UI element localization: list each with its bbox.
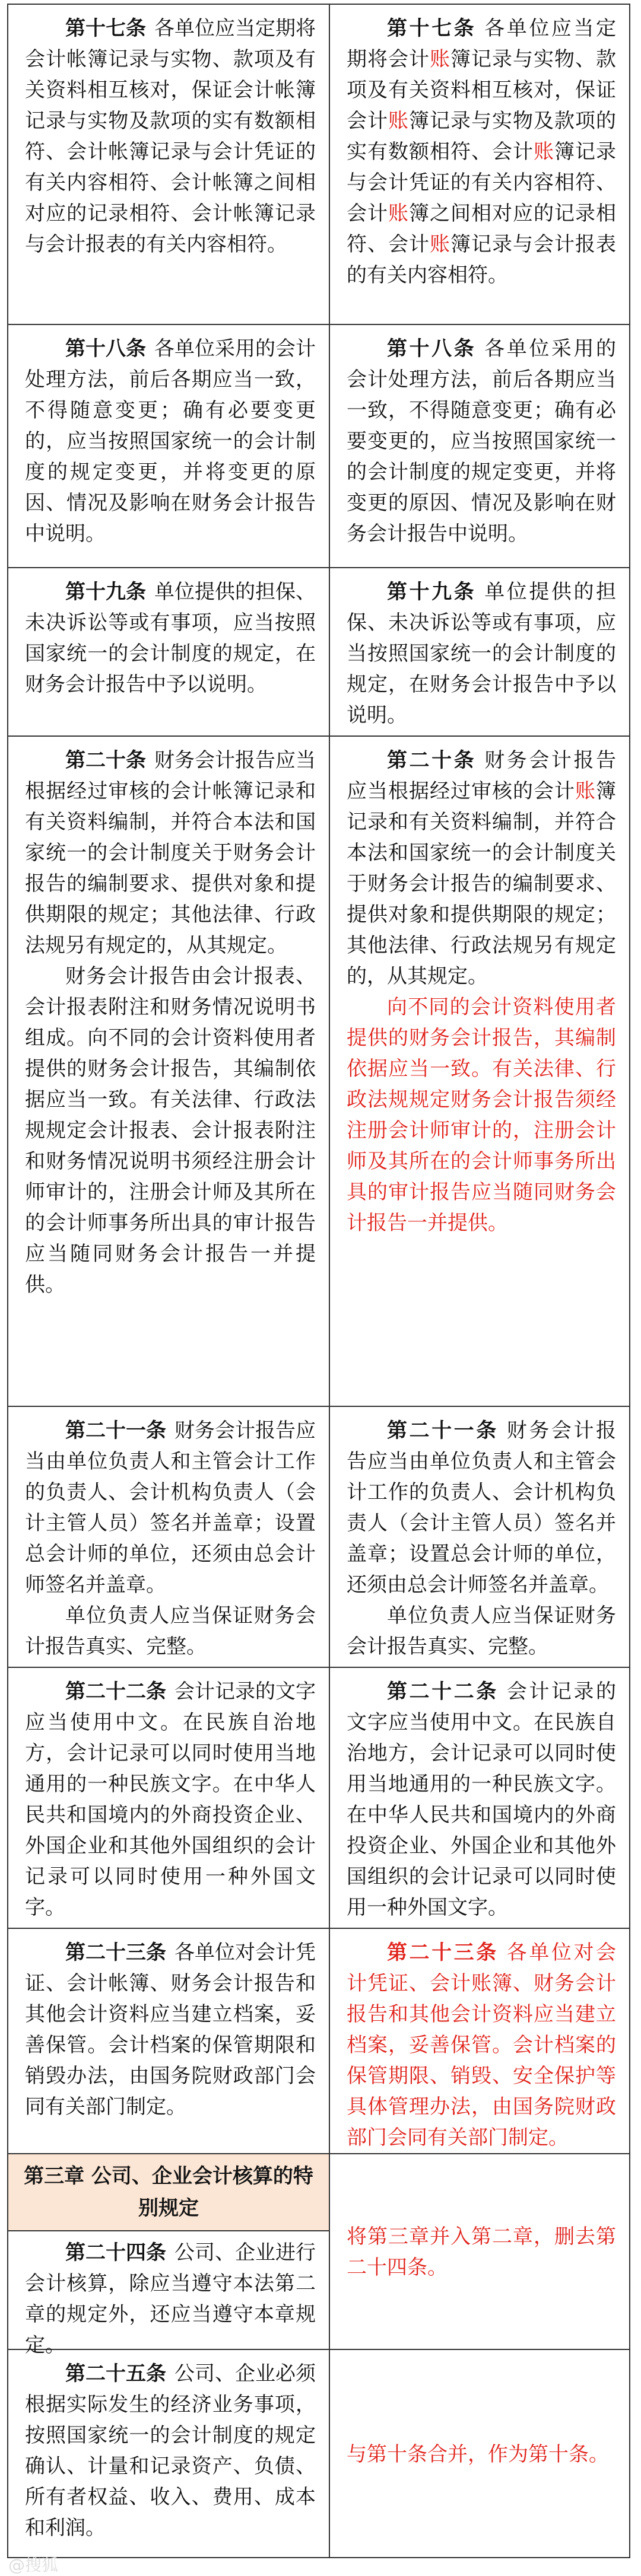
article-paragraph: 单位负责人应当保证财务会计报告真实、完整。 xyxy=(25,1604,316,1658)
article-text: 各单位采用的会计处理方法，前后各期应当一致，不得随意变更；确有必要变更的，应当按照国家统一的会计制度的规定变更，并将变更的原因、情况及影响在财务会计报告中说明。 xyxy=(25,337,316,546)
revised-text-cell xyxy=(330,1668,629,1928)
original-text-cell xyxy=(8,568,330,735)
table-row xyxy=(7,4,630,325)
revised-text-cell: 第二十条 财务会计报告应当根据经过审核的会计账簿记录和有关资料编制，并符合本法和国家统一的会计制度关于财务会计报告的编制要求、提供对象和提供期限的规定；其他法律、行政法规另有规定的，从其规定。 向不同的会计资料使用者提供的财务会计报告，其编制依据应当一致。有关法律、行政法规规定财务会计报告须经注册会计师审计的，注册会计师及其所在的会计师事务所出具的审计报告应当随同财务会计报告一并提供。 xyxy=(330,737,629,1406)
original-text-cell xyxy=(8,737,330,1406)
comparison-table xyxy=(7,4,630,2558)
article-text: 各单位采用的会计处理方法，前后各期应当一致，不得随意变更；确有必要变更的，应当按照国家统一的会计制度的规定变更，并将变更的原因、情况及影响在财务会计报告中说明。 xyxy=(347,337,617,546)
table-row xyxy=(7,2154,630,2357)
revised-text-cell xyxy=(330,568,629,735)
revision-note: 将第三章并入第二章，删去第二十四条。 xyxy=(347,2225,616,2279)
article-number: 第十九条 xyxy=(387,580,477,604)
revision-note: 与第十条合并，作为第十条。 xyxy=(347,2442,609,2466)
article-text: 公司、企业进行会计核算，除应当遵守本法第二章的规定外，还应当遵守本章规定。 xyxy=(25,2241,316,2357)
article-number: 第二十三条 xyxy=(387,1941,499,1964)
article-text: 单位提供的担保、未决诉讼等或有事项，应当按照国家统一的会计制度的规定，在财务会计报告中予以说明。 xyxy=(25,580,316,696)
watermark-logo: @搜狐 xyxy=(8,2555,59,2575)
article-number: 第十八条 xyxy=(387,337,477,361)
revised-article-text: 各单位对会计凭证、会计账簿、财务会计报告和其他会计资料应当建立档案，妥善保管。会计档案的保管期限、销毁、安全保护等具体管理办法，由国务院财政部门会同有关部门制定。 xyxy=(347,1941,617,2150)
article-text: 各单位应当定期将会计帐簿记录与实物、款项及有关资料相互核对，保证会计帐簿记录与实物及款项的实有数额相符、会计帐簿记录与会计凭证的有关内容相符、会计帐簿之间相对应的记录相符、会计帐簿记录与会计报表的有关内容相符。 xyxy=(25,17,316,256)
article-text: 各单位对会计凭证、会计帐簿、财务会计报告和其他会计资料应当建立档案，妥善保管。会计档案的保管期限和销毁办法，由国务院财政部门会同有关部门制定。 xyxy=(25,1941,316,2119)
table-row xyxy=(7,1407,630,1668)
article-number: 第二十一条 xyxy=(65,1419,166,1443)
original-text-cell xyxy=(8,1668,330,1928)
original-text-cell xyxy=(8,2350,330,2557)
original-text-cell xyxy=(8,1929,330,2153)
original-text-cell xyxy=(8,2154,330,2357)
changed-char: 账 xyxy=(430,233,450,256)
revised-text-cell xyxy=(330,1407,629,1667)
article-number: 第二十三条 xyxy=(65,1941,166,1964)
revised-text-cell xyxy=(330,2154,629,2349)
changed-char: 账 xyxy=(388,109,409,133)
article-number: 第十七条 xyxy=(65,17,146,40)
original-text-cell xyxy=(8,1407,330,1667)
original-text-cell xyxy=(8,5,330,324)
article-text: 会计记录的文字应当使用中文。在民族自治地方，会计记录可以同时使用当地通用的一种民族文字。在中华人民共和国境内的外商投资企业、外国企业和其他外国组织的会计记录可以同时使用一种外国文字。 xyxy=(25,1680,316,1919)
article-number: 第十九条 xyxy=(65,580,146,604)
article-text: 财务会计报告应当由单位负责人和主管会计工作的负责人、会计机构负责人（会计主管人员）签名并盖章；设置总会计师的单位，还须由总会计师签名并盖章。 xyxy=(347,1419,617,1597)
article-number: 第二十五条 xyxy=(65,2362,166,2386)
article-number: 第二十条 xyxy=(387,749,477,772)
article-number: 第二十四条 xyxy=(65,2241,166,2265)
article-number: 第二十一条 xyxy=(387,1419,499,1443)
revised-text-cell: 第十七条 各单位应当定期将会计账簿记录与实物、款项及有关资料相互核对，保证会计账簿记录与实物及款项的实有数额相符、会计账簿记录与会计凭证的有关内容相符、会计账簿之间相对应的记录相符、会计账簿记录与会计报表的有关内容相符。 xyxy=(347,17,617,287)
changed-char: 账 xyxy=(534,140,554,164)
article-number: 第二十二条 xyxy=(65,1680,166,1703)
table-row xyxy=(7,1929,630,2154)
article-text: 会计记录的文字应当使用中文。在民族自治地方，会计记录可以同时使用当地通用的一种民族文字。在中华人民共和国境内的外商投资企业、外国企业和其他外国组织的会计记录可以同时使用一种外国文字。 xyxy=(347,1680,617,1919)
revised-text-cell xyxy=(330,2350,629,2557)
article-number: 第十七条 xyxy=(387,17,477,40)
changed-char: 账 xyxy=(575,779,596,803)
article-text: 公司、企业必须根据实际发生的经济业务事项，按照国家统一的会计制度的规定确认、计量和记录资产、负债、所有者权益、收入、费用、成本和利润。 xyxy=(25,2362,316,2540)
article-text: 单位提供的担保、未决诉讼等或有事项，应当按照国家统一的会计制度的规定，在财务会计报告中予以说明。 xyxy=(347,580,617,727)
table-row xyxy=(7,1668,630,1929)
table-row xyxy=(7,737,630,1407)
table-row xyxy=(7,2350,630,2558)
revised-paragraph: 向不同的会计资料使用者提供的财务会计报告，其编制依据应当一致。有关法律、行政法规规定财务会计报告须经注册会计师审计的，注册会计师及其所在的会计师事务所出具的审计报告应当随同财务会计报告一并提供。 xyxy=(347,995,616,1235)
table-row xyxy=(7,325,630,568)
article-number: 第二十条 xyxy=(65,749,146,772)
chapter-heading: 第三章 公司、企业会计核算的特别规定 xyxy=(8,2154,329,2231)
original-text-cell xyxy=(8,325,330,567)
article-text: 财务会计报告应当根据经过审核的会计帐簿记录和有关资料编制，并符合本法和国家统一的会计制度关于财务会计报告的编制要求、提供对象和提供期限的规定；其他法律、行政法规另有规定的，从其规定。 xyxy=(25,749,316,957)
article-paragraph: 财务会计报告由会计报表、会计报表附注和财务情况说明书组成。向不同的会计资料使用者提供的财务会计报告，其编制依据应当一致。有关法律、行政法规规定会计报表、会计报表附注和财务情况说明书须经注册会计师审计的，注册会计师及其所在的会计师事务所出具的审计报告应当随同财务会计报告一并提供。 xyxy=(25,964,316,1297)
revised-text-cell xyxy=(330,325,629,567)
revised-text-cell xyxy=(330,1929,629,2153)
article-paragraph: 单位负责人应当保证财务会计报告真实、完整。 xyxy=(347,1604,616,1658)
article-number: 第二十二条 xyxy=(387,1680,499,1703)
article-text: 财务会计报告应当由单位负责人和主管会计工作的负责人、会计机构负责人（会计主管人员）签名并盖章；设置总会计师的单位，还须由总会计师签名并盖章。 xyxy=(25,1419,316,1597)
article-number: 第十八条 xyxy=(65,337,146,361)
changed-char: 账 xyxy=(430,47,450,71)
table-row xyxy=(7,568,630,737)
changed-char: 账 xyxy=(388,202,409,225)
